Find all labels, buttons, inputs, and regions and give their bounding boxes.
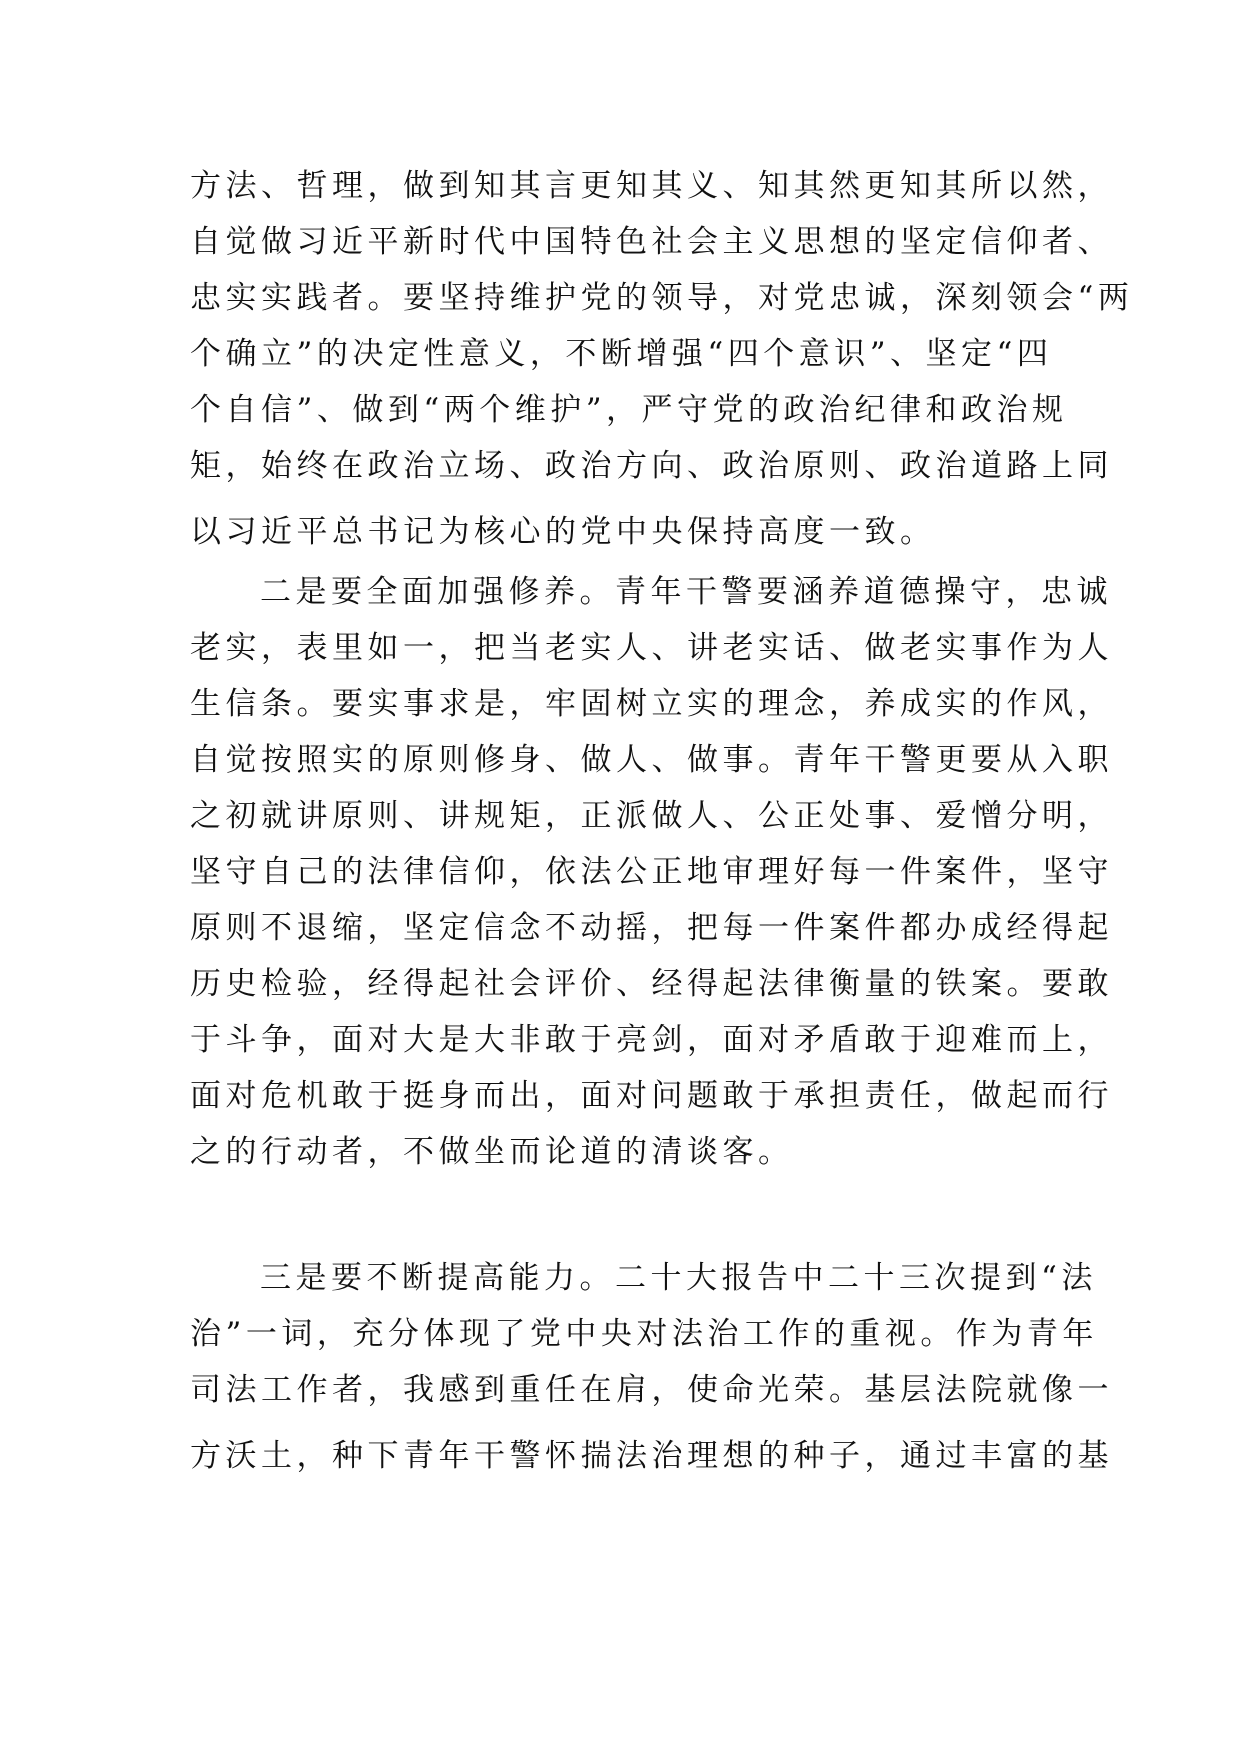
paragraph-3 [190,1250,1113,1484]
paragraph-2 [190,564,1113,1246]
text-line: 坚守自己的法律信仰，依法公正地审理好每一件案件，坚守 [190,854,1113,890]
text-line: 个确立”的决定性意义，不断增强“四个意识”、坚定“四 [190,336,1053,372]
text-line: 忠实实践者。要坚持维护党的领导，对党忠诚，深刻领会“两 [190,280,1134,316]
text-line: 自觉按照实的原则修身、做人、做事。青年干警更要从入职 [190,742,1113,778]
text-line [190,1190,1070,1246]
text-line: 方法、哲理，做到知其言更知其义、知其然更知其所以然， [190,168,1113,204]
text-line: 之的行动者，不做坐而论道的清谈客。 [190,1134,794,1170]
text-line: 个自信”、做到“两个维护”，严守党的政治纪律和政治规 [190,392,1068,428]
text-line: 自觉做习近平新时代中国特色社会主义思想的坚定信仰者、 [190,224,1113,260]
text-line: 面对危机敢于挺身而出，面对问题敢于承担责任，做起而行 [190,1078,1113,1114]
text-line: 治”一词，充分体现了党中央对法治工作的重视。作为青年 [190,1316,1098,1352]
text-line: 原则不退缩，坚定信念不动摇，把每一件案件都办成经得起 [190,910,1113,946]
text-line: 二是要全面加强修养。青年干警要涵养道德操守，忠诚 [260,574,1112,610]
text-line: 之初就讲原则、讲规矩，正派做人、公正处事、爱憎分明， [190,798,1113,834]
text-line: 生信条。要实事求是，牢固树立实的理念，养成实的作风， [190,686,1113,722]
text-line: 司法工作者，我感到重任在肩，使命光荣。基层法院就像一 [190,1372,1113,1408]
text-line: 老实，表里如一，把当老实人、讲老实话、做老实事作为人 [190,630,1113,666]
text-line: 于斗争，面对大是大非敢于亮剑，面对矛盾敢于迎难而上， [190,1022,1113,1058]
text-line: 矩，始终在政治立场、政治方向、政治原则、政治道路上同 [190,448,1113,484]
text-line: 三是要不断提高能力。二十大报告中二十三次提到“法 [260,1260,1097,1296]
paragraph-1 [190,158,1134,560]
text-line: 方沃土，种下青年干警怀揣法治理想的种子，通过丰富的基 [190,1438,1113,1474]
text-line: 历史检验，经得起社会评价、经得起法律衡量的铁案。要敢 [190,966,1113,1002]
text-line: 以习近平总书记为核心的党中央保持高度一致。 [190,514,936,550]
document-body [190,158,1134,1484]
